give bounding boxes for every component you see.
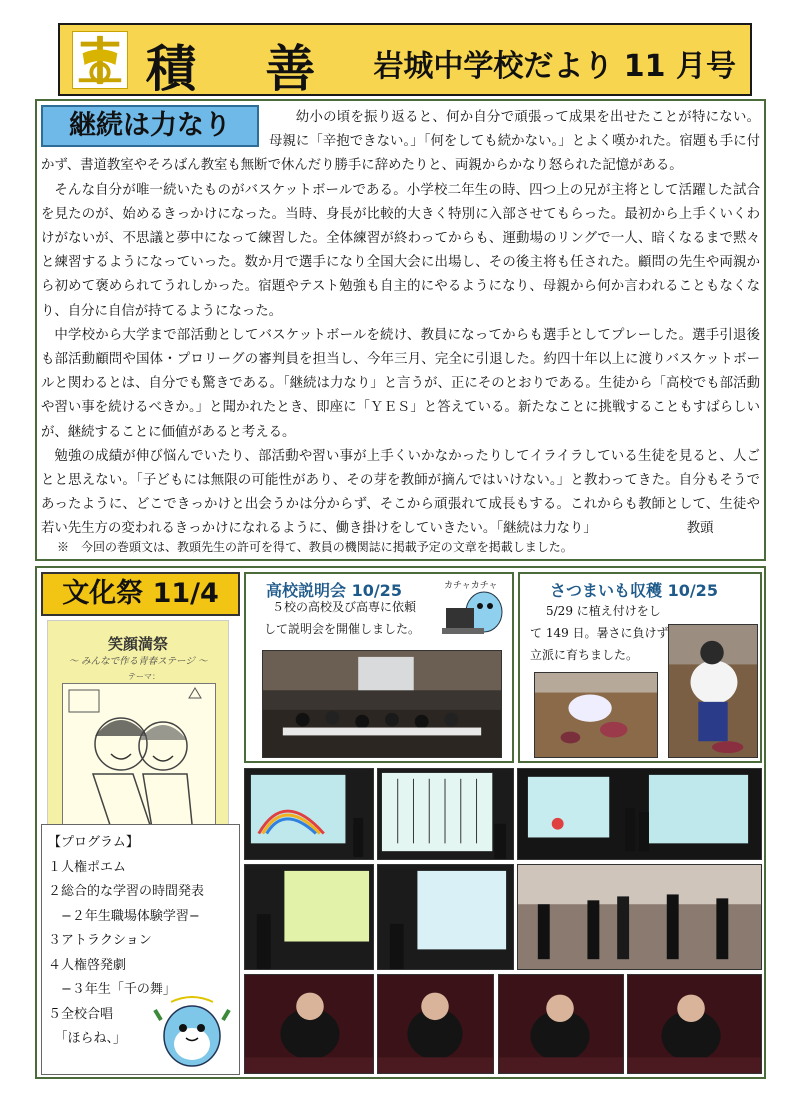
festival-title: 文化祭 11/4 (62, 578, 219, 609)
festival-photo-poem-1 (244, 768, 374, 860)
essay-note: ※ 今回の巻頭文は、教頭先生の許可を得て、教員の機関誌に掲載予定の文章を掲載しました。 (57, 540, 573, 554)
essay-paragraph (41, 445, 760, 542)
newsletter-header (58, 23, 752, 96)
cover-drawing (62, 683, 216, 845)
program-line: １人権ポエム (48, 859, 127, 875)
mascot-computer-icon (440, 578, 508, 640)
high-school-session-text-1: ５校の高校及び高専に依頼 (272, 600, 417, 614)
program-line: −３年生「千の舞」 (48, 982, 176, 997)
program-line: −２年生職場体験学習− (48, 908, 200, 924)
essay-paragraph: 中学校から大学まで部活動としてバスケットボールを続け、教員になってからも選手としてプレーした。選手引退後も部活動顧問や国体・プロリーグの審判員を担当し、今年三月、完全に引退した。約四十年以上に渡りバスケットボールと関わるとは、自分でも驚きである。「継続は力なり」と言うが、正にそのとおりである。生徒から「高校でも部活動や習い事を続けるべきか。」と聞かれたとき、即座に「ＹＥＳ」と答えている。新たなことに挑戦することもすばらしいが、継続することに価値があると考える。 (41, 327, 760, 440)
cover-theme-label: テーマ： (128, 672, 160, 681)
sweet-potato-text-1: 5/29 に植え付けをし (546, 604, 661, 618)
program-list-box (41, 824, 240, 1075)
events-section (35, 566, 766, 1079)
festival-photo-presentation (517, 864, 762, 970)
festival-photo-poem-2 (377, 768, 514, 860)
festival-photo-choir-4 (627, 974, 762, 1074)
essay-heading: 継続は力なり (69, 110, 231, 141)
cover-title: 笑顔満祭 (107, 635, 168, 653)
program-line: ４人権啓発劇 (48, 957, 127, 973)
program-line: ２総合的な学習の時間発表 (48, 884, 205, 899)
mascot-cheer-icon (153, 992, 231, 1070)
high-school-session-title: 高校説明会 10/25 (266, 581, 402, 600)
session-photo (262, 650, 502, 758)
sweet-potato-panel (518, 572, 762, 763)
festival-photo-choir-1 (244, 974, 374, 1074)
essay-body (41, 106, 760, 542)
sweet-potato-text-2: て 149 日。暑さに負けず (530, 626, 669, 640)
sweet-potato-text-3: 立派に育ちました。 (530, 648, 639, 662)
essay-paragraph: そんな自分が唯一続いたものがバスケットボールである。小学校二年生の時、四つ上の兄が主将として活躍した試合を見たのが、始めるきっかけになった。当時、身長が比較的大きく特別に入部させてもらった。最初から上手くいくわけがないが、不思議と夢中になって練習した。全体練習が終わってからも、運動場のリングで一人、暗くなるまで黙々と練習するようになっていった。数か月で選手になり全国大会に出場し、その後主将も任された。顧問の先生や両親から初めて褒められてうれしかった。宿題やテスト勉強も自主的にやるようになり、母親から何か言われることもなくなり、自分に自信が持てるようになった。 (41, 182, 760, 319)
festival-photo-choir-2 (377, 974, 494, 1074)
program-line: 【プログラム】 (48, 835, 139, 850)
svg-text:カチャカチャ: カチャカチャ (444, 581, 498, 591)
essay-heading-box (41, 105, 259, 147)
essay-paragraph-text: 勉強の成績が伸び悩んでいたり、部活動や習い事が上手くいかなかったりしてイライラしている生徒を見ると、人ごとと思えない。「子どもには無限の可能性があり、その芽を教師が摘んではいけない。」と教わってきた。自分もそうであったように、どこできっかけと出会うかは分からず、そこから頑張れて成長もする。これからも教師として、生徒や若い先生方の変われるきっかけになれるように、働き掛けをしていきたい。「継続は力なり」 (41, 448, 760, 537)
essay-paragraph: 幼小の頃を振り返ると、何か自分で頑張って成果を出せたことが特にない。母親に「辛抱できない。」「何をしても続かない。」とよく嘆かれた。宿題も手に付かず、書道教室やそろばん教室も無断で休んだり勝手に辞めたりと、両親からかなり怒られた記憶がある。 (41, 110, 760, 174)
program-line: 「ほらね、」 (48, 1031, 127, 1046)
essay-signature: 教頭 (686, 521, 714, 537)
high-school-session-text-2: して説明会を開催しました。 (264, 622, 421, 636)
festival-photo-poem-5 (377, 864, 514, 970)
festival-photo-choir-3 (498, 974, 624, 1074)
festival-title-box (41, 572, 240, 616)
festival-photo-poem-3 (517, 768, 762, 860)
newsletter-title: 積 善 (146, 39, 342, 98)
high-school-session-panel (244, 572, 514, 763)
school-crest-icon (72, 31, 128, 89)
program-line: ５全校合唱 (48, 1006, 114, 1022)
essay-section (35, 99, 766, 561)
festival-photo-poem-4 (244, 864, 374, 970)
newsletter-subtitle: 岩城中学校だより 11 月号 (373, 49, 736, 84)
harvest-photo-1 (534, 672, 658, 758)
cover-subtitle: 〜 みんなで作る青春ステージ 〜 (68, 656, 208, 667)
sweet-potato-title: さつまいも収穫 10/25 (550, 581, 718, 600)
program-line: ３アトラクション (48, 933, 152, 948)
harvest-photo-2 (668, 624, 758, 758)
